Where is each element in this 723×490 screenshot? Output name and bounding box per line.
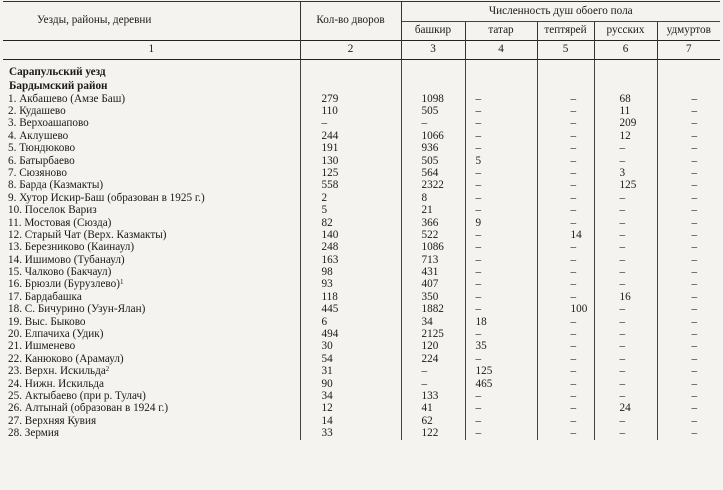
table-row xyxy=(3,130,720,142)
village-name-cell: 12. Старый Чат (Верх. Казмакты) xyxy=(8,229,167,241)
footnote-marker: 1 xyxy=(119,278,124,287)
russian-cell: 11 xyxy=(594,105,657,117)
header-russian: русских xyxy=(594,22,657,41)
table-row xyxy=(3,229,720,241)
tatar-cell: – xyxy=(465,353,537,365)
russian-cell: – xyxy=(594,155,657,167)
bashkir-cell: 1066 xyxy=(401,130,465,142)
russian-cell: – xyxy=(594,242,657,254)
bashkir-cell: 41 xyxy=(401,403,465,415)
russian-cell: – xyxy=(594,353,657,365)
households-cell: 54 xyxy=(300,353,401,365)
households-cell: 34 xyxy=(300,390,401,402)
tatar-cell: – xyxy=(465,291,537,303)
bashkir-cell: 407 xyxy=(401,279,465,291)
village-name-cell: 11. Мостовая (Сюзда) xyxy=(8,216,112,229)
households-cell: – xyxy=(300,118,401,130)
households-cell: 90 xyxy=(300,378,401,390)
tatar-cell: 465 xyxy=(465,378,537,390)
teptyar-cell: – xyxy=(537,205,594,217)
bashkir-cell: – xyxy=(401,118,465,130)
teptyar-cell: 100 xyxy=(537,304,594,316)
tatar-cell: – xyxy=(465,205,537,217)
teptyar-cell: – xyxy=(537,130,594,142)
teptyar-cell: – xyxy=(537,242,594,254)
teptyar-cell: – xyxy=(537,143,594,155)
households-cell: 12 xyxy=(300,403,401,415)
bashkir-cell: 120 xyxy=(401,341,465,353)
tatar-cell: 5 xyxy=(465,155,537,167)
udmurt-cell: – xyxy=(657,291,720,303)
village-name-cell: 16. Брюзли (Бурузлево)$^1$ xyxy=(8,278,124,291)
russian-cell: – xyxy=(594,279,657,291)
households-cell: 6 xyxy=(300,316,401,328)
table-row xyxy=(3,366,720,378)
bashkir-cell: 431 xyxy=(401,266,465,278)
table-row xyxy=(3,378,720,390)
teptyar-cell: – xyxy=(537,167,594,179)
column-number-5: 5 xyxy=(537,41,594,60)
village-name-cell: 8. Барда (Казмакты) xyxy=(8,179,104,192)
table-row xyxy=(3,415,720,427)
table-row xyxy=(3,428,720,440)
tatar-cell: – xyxy=(465,328,537,340)
udmurt-cell: – xyxy=(657,254,720,266)
households-cell: 30 xyxy=(300,341,401,353)
teptyar-cell: – xyxy=(537,403,594,415)
teptyar-cell: – xyxy=(537,118,594,130)
udmurt-cell: – xyxy=(657,353,720,365)
header-name: Уезды, районы, деревни xyxy=(3,2,300,41)
district-row xyxy=(3,80,720,93)
teptyar-cell: – xyxy=(537,390,594,402)
table-row xyxy=(3,155,720,167)
udmurt-cell: – xyxy=(657,105,720,117)
tatar-cell: – xyxy=(465,192,537,204)
table-row xyxy=(3,143,720,155)
village-name-cell: 10. Поселок Вариз xyxy=(8,204,97,217)
households-cell: 125 xyxy=(300,167,401,179)
udmurt-cell: – xyxy=(657,266,720,278)
russian-cell: – xyxy=(594,229,657,241)
tatar-cell: 125 xyxy=(465,366,537,378)
column-number-1: 1 xyxy=(3,41,300,60)
village-name-cell: 3. Верхоашапово xyxy=(8,117,89,130)
russian-cell: 3 xyxy=(594,167,657,179)
village-name-cell: 7. Сюзяново xyxy=(8,167,67,179)
bashkir-cell: 8 xyxy=(401,192,465,204)
udmurt-cell: – xyxy=(657,390,720,402)
table-row xyxy=(3,205,720,217)
tatar-cell: – xyxy=(465,180,537,192)
udmurt-cell: – xyxy=(657,316,720,328)
tatar-cell: – xyxy=(465,105,537,117)
tatar-cell: – xyxy=(465,390,537,402)
households-cell: 279 xyxy=(300,93,401,105)
bashkir-cell: 366 xyxy=(401,217,465,229)
village-name-cell: 19. Выс. Быково xyxy=(8,316,86,328)
table-body xyxy=(3,60,720,440)
tatar-cell: 9 xyxy=(465,217,537,229)
udmurt-cell: – xyxy=(657,180,720,192)
bashkir-cell: 224 xyxy=(401,353,465,365)
households-cell: 163 xyxy=(300,254,401,266)
tatar-cell: – xyxy=(465,130,537,142)
households-cell: 98 xyxy=(300,266,401,278)
teptyar-cell: – xyxy=(537,316,594,328)
households-cell: 248 xyxy=(300,242,401,254)
russian-cell: – xyxy=(594,366,657,378)
header-tatar: татар xyxy=(465,22,537,41)
table-row xyxy=(3,266,720,278)
table-row xyxy=(3,167,720,179)
tatar-cell: – xyxy=(465,167,537,179)
bashkir-cell: 122 xyxy=(401,428,465,440)
bashkir-cell: 564 xyxy=(401,167,465,179)
footnote-marker: 2 xyxy=(105,365,110,374)
table-row xyxy=(3,304,720,316)
udmurt-cell: – xyxy=(657,366,720,378)
bashkir-cell: – xyxy=(401,378,465,390)
tatar-cell: – xyxy=(465,118,537,130)
households-cell: 33 xyxy=(300,428,401,440)
households-cell: 2 xyxy=(300,192,401,204)
uezd-title: Сарапульский уезд xyxy=(9,66,106,79)
village-name-cell: 23. Верхн. Искильда$^2$ xyxy=(8,365,110,378)
teptyar-cell: 14 xyxy=(537,229,594,241)
village-name-cell: 25. Актыбаево (при р. Тулач) xyxy=(8,390,146,402)
bashkir-cell: 505 xyxy=(401,105,465,117)
russian-cell: 209 xyxy=(594,118,657,130)
households-cell: 558 xyxy=(300,180,401,192)
russian-cell: – xyxy=(594,390,657,402)
village-name-cell: 14. Ишимово (Тубанаул) xyxy=(8,254,125,266)
bashkir-cell: 62 xyxy=(401,415,465,427)
column-number-6: 6 xyxy=(594,41,657,60)
village-name-cell: 28. Зермия xyxy=(8,427,59,440)
bashkir-cell: 1086 xyxy=(401,242,465,254)
russian-cell: – xyxy=(594,254,657,266)
village-name-cell: 5. Тюндюково xyxy=(8,142,76,155)
district-title: Бардымский район xyxy=(9,80,108,92)
russian-cell: 68 xyxy=(594,93,657,105)
udmurt-cell: – xyxy=(657,143,720,155)
bashkir-cell: 1882 xyxy=(401,304,465,316)
udmurt-cell: – xyxy=(657,229,720,241)
table-row xyxy=(3,254,720,266)
teptyar-cell: – xyxy=(537,266,594,278)
table-row xyxy=(3,291,720,303)
households-cell: 31 xyxy=(300,366,401,378)
header-udmurt: удмуртов xyxy=(657,22,720,41)
village-name-cell: 24. Нижн. Искильда xyxy=(8,377,104,390)
header-population-group: Численность душ обоего пола xyxy=(401,2,720,22)
table-row xyxy=(3,180,720,192)
udmurt-cell: – xyxy=(657,130,720,142)
households-cell: 93 xyxy=(300,279,401,291)
udmurt-cell: – xyxy=(657,217,720,229)
teptyar-cell: – xyxy=(537,378,594,390)
bashkir-cell: 713 xyxy=(401,254,465,266)
village-name-cell: 15. Чалково (Бакчаул) xyxy=(8,266,112,279)
population-table xyxy=(3,1,720,440)
bashkir-cell: 133 xyxy=(401,390,465,402)
russian-cell: – xyxy=(594,192,657,204)
teptyar-cell: – xyxy=(537,366,594,378)
households-cell: 244 xyxy=(300,130,401,142)
tatar-cell: – xyxy=(465,143,537,155)
tatar-cell: – xyxy=(465,229,537,241)
russian-cell: – xyxy=(594,304,657,316)
russian-cell: – xyxy=(594,266,657,278)
table-row xyxy=(3,118,720,130)
teptyar-cell: – xyxy=(537,155,594,167)
bashkir-cell: 34 xyxy=(401,316,465,328)
udmurt-cell: – xyxy=(657,167,720,179)
russian-cell: – xyxy=(594,205,657,217)
teptyar-cell: – xyxy=(537,217,594,229)
bashkir-cell: 21 xyxy=(401,205,465,217)
udmurt-cell: – xyxy=(657,428,720,440)
tatar-cell: – xyxy=(465,279,537,291)
village-name-cell: 26. Алтынай (образован в 1924 г.) xyxy=(8,402,169,415)
households-cell: 110 xyxy=(300,105,401,117)
udmurt-cell: – xyxy=(657,205,720,217)
teptyar-cell: – xyxy=(537,180,594,192)
russian-cell: – xyxy=(594,217,657,229)
udmurt-cell: – xyxy=(657,341,720,353)
tatar-cell: – xyxy=(465,415,537,427)
teptyar-cell: – xyxy=(537,328,594,340)
russian-cell: – xyxy=(594,415,657,427)
households-cell: 191 xyxy=(300,143,401,155)
teptyar-cell: – xyxy=(537,254,594,266)
udmurt-cell: – xyxy=(657,328,720,340)
tatar-cell: 18 xyxy=(465,316,537,328)
village-name-cell: 20. Елпачиха (Удик) xyxy=(8,328,104,341)
tatar-cell: – xyxy=(465,93,537,105)
teptyar-cell: – xyxy=(537,291,594,303)
village-name-cell: 27. Верхняя Кувия xyxy=(8,415,97,427)
table-row xyxy=(3,341,720,353)
teptyar-cell: – xyxy=(537,428,594,440)
bashkir-cell: 505 xyxy=(401,155,465,167)
teptyar-cell: – xyxy=(537,353,594,365)
column-number-3: 3 xyxy=(401,41,465,60)
village-name-cell: 4. Аклушево xyxy=(8,130,69,142)
column-number-2: 2 xyxy=(300,41,401,60)
village-name-cell: 1. Акбашево (Амзе Баш) xyxy=(8,93,126,105)
tatar-cell: – xyxy=(465,254,537,266)
russian-cell: 24 xyxy=(594,403,657,415)
udmurt-cell: – xyxy=(657,403,720,415)
russian-cell: – xyxy=(594,328,657,340)
udmurt-cell: – xyxy=(657,242,720,254)
village-name-cell: 17. Бардабашка xyxy=(8,291,82,303)
teptyar-cell: – xyxy=(537,93,594,105)
table-row xyxy=(3,105,720,117)
teptyar-cell: – xyxy=(537,415,594,427)
russian-cell: – xyxy=(594,316,657,328)
header-teptyar: тептярей xyxy=(537,22,594,41)
udmurt-cell: – xyxy=(657,378,720,390)
bashkir-cell: 2125 xyxy=(401,328,465,340)
households-cell: 140 xyxy=(300,229,401,241)
udmurt-cell: – xyxy=(657,415,720,427)
table-row xyxy=(3,93,720,105)
udmurt-cell: – xyxy=(657,304,720,316)
households-cell: 14 xyxy=(300,415,401,427)
uezd-row xyxy=(3,66,720,80)
russian-cell: 16 xyxy=(594,291,657,303)
tatar-cell: – xyxy=(465,304,537,316)
udmurt-cell: – xyxy=(657,279,720,291)
village-name-cell: 6. Батырбаево xyxy=(8,154,75,167)
village-name-cell: 2. Кудашево xyxy=(8,105,66,117)
teptyar-cell: – xyxy=(537,341,594,353)
village-name-cell: 22. Канюково (Арамаул) xyxy=(8,353,124,365)
udmurt-cell: – xyxy=(657,155,720,167)
russian-cell: – xyxy=(594,341,657,353)
table-row xyxy=(3,316,720,328)
table-row xyxy=(3,403,720,415)
udmurt-cell: – xyxy=(657,93,720,105)
column-number-4: 4 xyxy=(465,41,537,60)
bashkir-cell: – xyxy=(401,366,465,378)
bashkir-cell: 1098 xyxy=(401,93,465,105)
table-row xyxy=(3,279,720,291)
tatar-cell: – xyxy=(465,403,537,415)
udmurt-cell: – xyxy=(657,192,720,204)
teptyar-cell: – xyxy=(537,192,594,204)
table-row xyxy=(3,353,720,365)
table-row xyxy=(3,390,720,402)
households-cell: 445 xyxy=(300,304,401,316)
teptyar-cell: – xyxy=(537,105,594,117)
households-cell: 82 xyxy=(300,217,401,229)
bashkir-cell: 2322 xyxy=(401,180,465,192)
households-cell: 494 xyxy=(300,328,401,340)
tatar-cell: – xyxy=(465,242,537,254)
households-cell: 118 xyxy=(300,291,401,303)
table-row xyxy=(3,217,720,229)
village-name-cell: 21. Ишменево xyxy=(8,340,76,353)
tatar-cell: – xyxy=(465,428,537,440)
teptyar-cell: – xyxy=(537,279,594,291)
header-bashkir: башкир xyxy=(401,22,465,41)
udmurt-cell: – xyxy=(657,118,720,130)
tatar-cell: 35 xyxy=(465,341,537,353)
village-name-cell: 13. Березниково (Каинаул) xyxy=(8,241,135,254)
households-cell: 130 xyxy=(300,155,401,167)
bashkir-cell: 936 xyxy=(401,143,465,155)
russian-cell: – xyxy=(594,143,657,155)
table-row xyxy=(3,328,720,340)
russian-cell: – xyxy=(594,428,657,440)
households-cell: 5 xyxy=(300,205,401,217)
russian-cell: 125 xyxy=(594,180,657,192)
bashkir-cell: 350 xyxy=(401,291,465,303)
header-households: Кол-во дворов xyxy=(300,2,401,41)
russian-cell: 12 xyxy=(594,130,657,142)
village-name-cell: 18. С. Бичурино (Узун-Ялан) xyxy=(8,303,146,316)
bashkir-cell: 522 xyxy=(401,229,465,241)
column-number-7: 7 xyxy=(657,41,720,60)
russian-cell: – xyxy=(594,378,657,390)
village-name-cell: 9. Хутор Искир-Баш (образован в 1925 г.) xyxy=(8,192,205,204)
tatar-cell: – xyxy=(465,266,537,278)
table-row xyxy=(3,242,720,254)
table-row xyxy=(3,192,720,204)
